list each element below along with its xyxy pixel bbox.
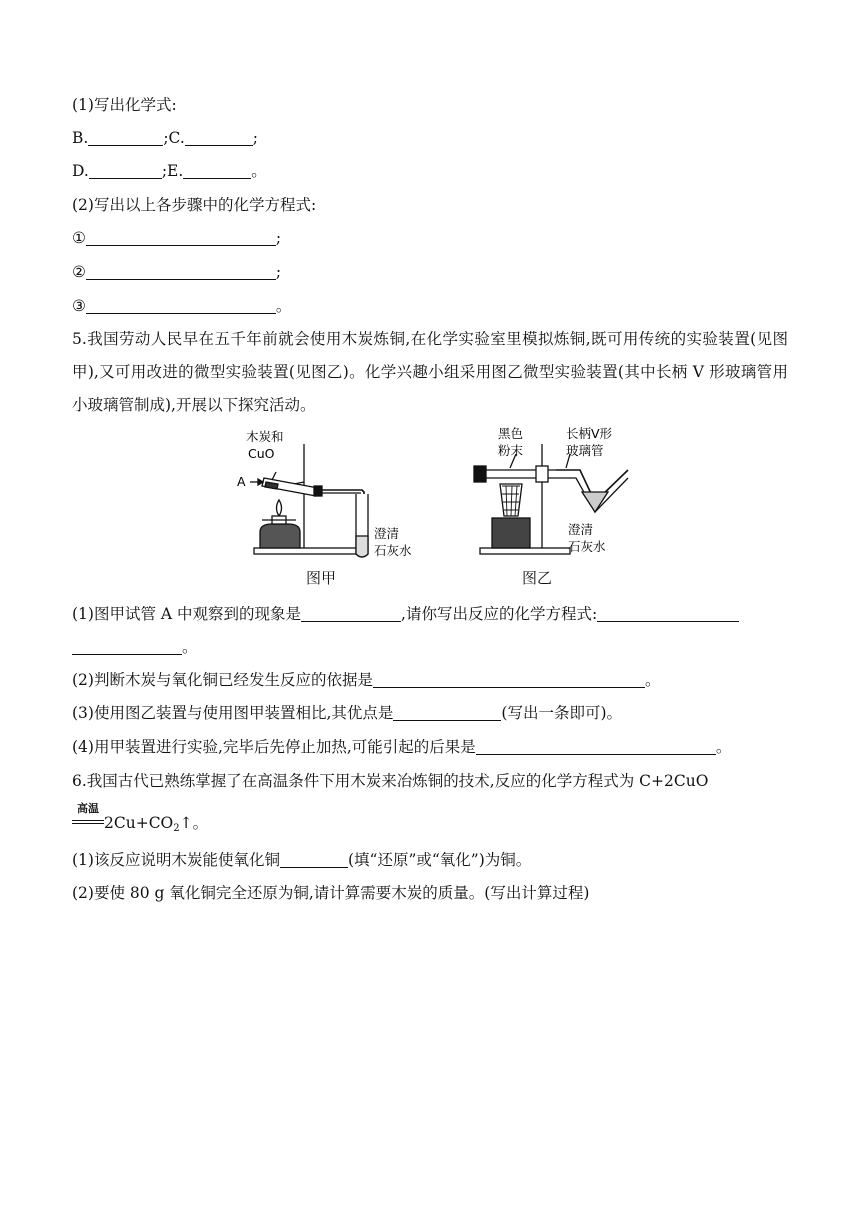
- label-v-tube-2: 玻璃管: [566, 443, 604, 458]
- q4-step1: ① ;: [72, 229, 282, 247]
- label-black-powder-2: 粉末: [498, 443, 524, 458]
- q6-equation-products: $2Cu+CO_2↑$。: [104, 814, 209, 834]
- q4-step2: ② ;: [72, 263, 282, 281]
- label-black-powder-1: 黑色: [498, 426, 524, 441]
- answer-blank-step3[interactable]: [86, 297, 276, 314]
- label-mutan: 木炭和: [246, 429, 284, 444]
- q5-sub1: (1)图甲试管 A 中观察到的现象是 ,请你写出反应的化学方程式:: [72, 604, 739, 624]
- equation-bar-top: [72, 820, 104, 821]
- q5-sub2: (2)判断木炭与氧化铜已经发生反应的依据是 。: [72, 671, 661, 689]
- answer-blank-e[interactable]: [183, 162, 251, 179]
- q5-sub4: (4)用甲装置进行实验,完毕后先停止加热,可能引起的后果是 。: [72, 738, 732, 756]
- stand-base: [254, 548, 362, 554]
- label-cuo: CuO: [248, 446, 275, 461]
- q6-sub1: (1)该反应说明木炭能使氧化铜 (填“还原”或“氧化”)为铜。: [72, 851, 532, 869]
- q6-sub2: (2)要使 80 g 氧化铜完全还原为铜,请计算需要木炭的质量。(写出计算过程): [72, 884, 590, 902]
- label-a: A: [237, 474, 246, 489]
- figure-yi-apparatus: [470, 424, 630, 564]
- q4-step3: ③ 。: [72, 297, 292, 315]
- answer-blank-c[interactable]: [185, 129, 253, 146]
- answer-blank-q5-2[interactable]: [373, 671, 645, 688]
- stand-base: [480, 548, 570, 554]
- answer-blank-q6-1[interactable]: [280, 851, 348, 868]
- label-limewater-1: 澄清: [374, 526, 400, 541]
- q4-row-bc: B. ;C. ;: [72, 129, 259, 147]
- alcohol-burner: [260, 524, 300, 548]
- label-limewater-2: 石灰水: [374, 543, 412, 558]
- q4-row-de: D. ;E. 。: [72, 162, 267, 180]
- q4-part2-title: (2)写出以上各步骤中的化学方程式:: [72, 196, 317, 214]
- figure-jia-apparatus: [232, 424, 412, 564]
- answer-blank-q5-4[interactable]: [476, 738, 716, 755]
- answer-blank-step2[interactable]: [86, 263, 276, 280]
- label-limewater-2: 石灰水: [568, 539, 606, 554]
- caption-yi: 图乙: [522, 569, 553, 587]
- answer-blank-q5-1b[interactable]: [597, 605, 739, 622]
- reaction-condition: 高温: [77, 802, 99, 815]
- answer-blank-d[interactable]: [89, 162, 162, 179]
- label-v-tube-1: 长柄V形: [566, 426, 613, 441]
- answer-blank-q5-1c[interactable]: [72, 638, 182, 655]
- answer-blank-q5-1a[interactable]: [301, 605, 401, 622]
- equation-bar-bottom: [72, 823, 104, 824]
- q5-intro: 5.我国劳动人民早在五千年前就会使用木炭炼铜,在化学实验室里模拟炼铜,既可用传统的实验装置(见图甲),又可用改进的微型实验装置(见图乙)。化学兴趣小组采用图乙微型实验装置(其中长柄 V 形玻璃管用小玻璃管制成),开展以下探究活动。: [72, 330, 788, 414]
- alcohol-burner: [492, 518, 530, 548]
- q6-intro: 6.我国古代已熟练掌握了在高温条件下用木炭来冶炼铜的技术,反应的化学方程式为 C+2CuO: [72, 772, 709, 790]
- q5-sub1-cont: 。: [72, 637, 198, 657]
- caption-jia: 图甲: [306, 569, 337, 587]
- answer-blank-step1[interactable]: [86, 229, 276, 246]
- q4-part1-title: (1)写出化学式:: [72, 96, 177, 114]
- q5-sub3: (3)使用图乙装置与使用图甲装置相比,其优点是 (写出一条即可)。: [72, 704, 622, 722]
- answer-blank-q5-3[interactable]: [393, 704, 501, 721]
- label-limewater-1: 澄清: [568, 522, 594, 537]
- answer-blank-b[interactable]: [88, 129, 163, 146]
